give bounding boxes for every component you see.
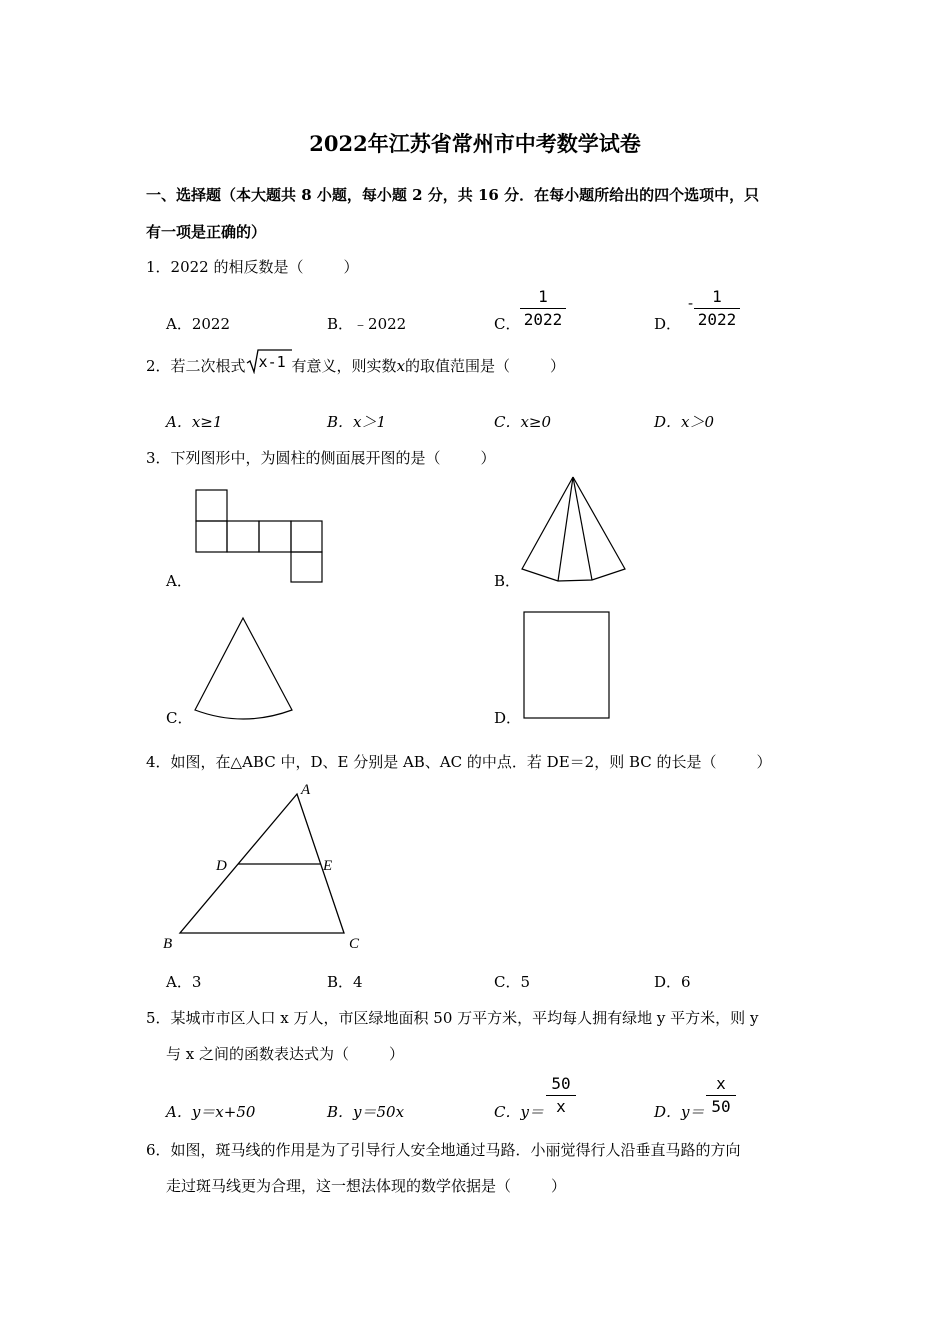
vertex-b-label: B xyxy=(163,936,173,952)
q5-line2-text: 与 x 之间的函数表达式为（ xyxy=(166,1045,349,1063)
point-d-label: D xyxy=(216,858,227,874)
q2-option-b: B．x＞1 xyxy=(327,413,387,431)
q5-option-d: D．y＝ xyxy=(654,1103,705,1121)
q3-figure-d-rectangle xyxy=(520,608,614,722)
q1-fraction-d-sign: - xyxy=(688,294,694,312)
q3-option-a: A． xyxy=(166,572,192,590)
q3-stem-text: 3．下列图形中，为圆柱的侧面展开图的是（ xyxy=(146,449,441,467)
q4-option-d: D．6 xyxy=(654,973,691,991)
question-6-line1: 6．如图，斑马线的作用是为了引导行人安全地通过马路．小丽觉得行人沿垂直马路的方向 xyxy=(146,1141,741,1159)
q3-option-b: B． xyxy=(494,572,521,590)
section-heading-line2: 有一项是正确的） xyxy=(146,223,267,241)
q4-option-a: A．3 xyxy=(166,973,202,991)
q1-option-a: A．2022 xyxy=(166,315,231,333)
section-heading-line1: 一、选择题（本大题共 8 小题，每小题 2 分，共 16 分．在每小题所给出的四个选项中，只 xyxy=(146,186,760,204)
q4-triangle-figure xyxy=(160,778,370,954)
q2-post-text: 有意义，则实数 xyxy=(291,357,397,375)
q5-fraction-c xyxy=(546,1074,576,1117)
sqrt-radicand: x-1 xyxy=(258,353,286,371)
q1-stem-text: 1．2022 的相反数是（ xyxy=(146,258,304,276)
q2-option-c: C．x≥0 xyxy=(494,413,552,431)
point-e-label: E xyxy=(323,858,333,874)
question-5-line2 xyxy=(166,1043,404,1064)
q2-pre-text: 2．若二次根式 xyxy=(146,357,246,375)
q5-option-a: A．y＝x+50 xyxy=(166,1103,256,1121)
question-1-stem xyxy=(146,256,359,277)
q3-option-d: D． xyxy=(494,709,522,727)
q1-option-b: B．﹣2022 xyxy=(327,315,407,333)
q2-option-d: D．x＞0 xyxy=(654,413,715,431)
q1-option-c: C． xyxy=(494,315,521,333)
q5-fraction-d-den: 50 xyxy=(711,1097,731,1116)
q5-fraction-d xyxy=(706,1074,736,1117)
q5-close-paren: ） xyxy=(389,1045,405,1063)
q1-option-d: D． xyxy=(654,315,682,333)
q1-close-paren: ） xyxy=(343,258,359,276)
q3-figure-a-cube-net xyxy=(190,485,330,585)
q6-close-paren: ） xyxy=(551,1177,567,1195)
q3-figure-b-pyramid-net xyxy=(518,474,630,586)
q4-close-paren: ） xyxy=(756,753,772,771)
q1-fraction-d-num: 1 xyxy=(712,287,722,306)
q1-fraction-c-den: 2022 xyxy=(523,310,563,329)
q3-option-c: C． xyxy=(166,709,193,727)
q5-fraction-c-den: x xyxy=(556,1097,566,1116)
q6-line2-text: 走过斑马线更为合理，这一想法体现的数学依据是（ xyxy=(166,1177,512,1195)
q5-option-b: B．y＝50x xyxy=(327,1103,405,1121)
q5-option-c: C．y＝ xyxy=(494,1103,544,1121)
question-4-stem xyxy=(146,751,772,772)
question-5-line1: 5．某城市市区人口 x 万人，市区绿地面积 50 万平方米，平均每人拥有绿地 y 平方米，则 y xyxy=(146,1009,759,1027)
q1-fraction-c-num: 1 xyxy=(538,287,548,306)
question-6-line2 xyxy=(166,1175,566,1196)
vertex-a-label: A xyxy=(301,782,311,798)
question-3-stem xyxy=(146,447,496,468)
q2-variable: x xyxy=(396,357,406,375)
q3-figure-c-sector xyxy=(190,614,298,724)
vertex-c-label: C xyxy=(349,936,360,952)
q5-fraction-d-num: x xyxy=(716,1074,726,1093)
question-2-stem xyxy=(146,354,565,376)
q1-fraction-c xyxy=(520,287,566,330)
q5-fraction-c-num: 50 xyxy=(551,1074,571,1093)
sqrt-radical xyxy=(246,354,292,374)
q2-post2-text: 的取值范围是（ xyxy=(405,357,511,375)
page-title: 2022年江苏省常州市中考数学试卷 xyxy=(309,131,641,156)
q3-close-paren: ） xyxy=(480,449,496,467)
q1-fraction-d xyxy=(694,287,740,330)
q2-close-paren: ） xyxy=(550,357,566,375)
q1-fraction-d-den: 2022 xyxy=(697,310,737,329)
q4-stem-text: 4．如图，在△ABC 中，D、E 分别是 AB、AC 的中点．若 DE＝2，则 BC 的长是（ xyxy=(146,753,717,771)
q4-option-c: C．5 xyxy=(494,973,531,991)
q2-option-a: A．x≥1 xyxy=(166,413,223,431)
q4-option-b: B．4 xyxy=(327,973,363,991)
